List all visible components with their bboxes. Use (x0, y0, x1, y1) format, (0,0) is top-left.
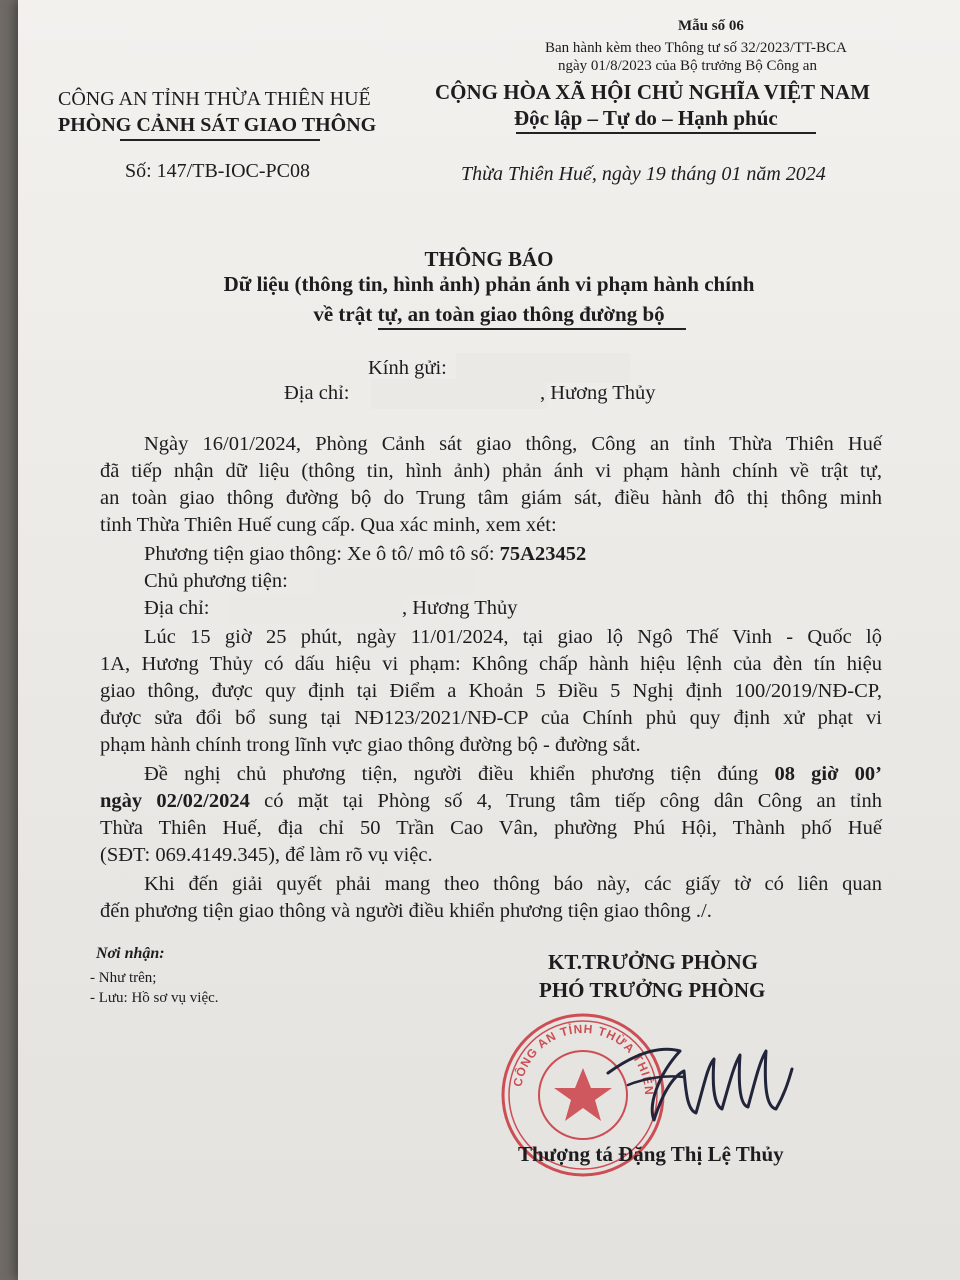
recipient-item: - Như trên; (90, 970, 157, 986)
body-line: Ngày 16/01/2024, Phòng Cảnh sát giao thông, Công an tỉnh Thừa Thiên Huế (144, 433, 882, 455)
owner-address-suffix: , Hương Thủy (402, 597, 518, 619)
vehicle-plate: 75A23452 (499, 543, 587, 565)
address-suffix: , Hương Thủy (540, 382, 656, 404)
form-note-line1: Ban hành kèm theo Thông tư số 32/2023/TT-BCA (545, 40, 847, 56)
body-line: an toàn giao thông đường bộ do Trung tâm giám sát, điều hành đô thị thông minh (100, 487, 882, 509)
country-name: CỘNG HÒA XÃ HỘI CHỦ NGHĨA VIỆT NAM (435, 80, 871, 104)
body-line: phạm hành chính trong lĩnh vực giao thông đường bộ - đường sắt. (100, 734, 641, 756)
redacted-address (371, 379, 547, 409)
signer-name: Thượng tá Đặng Thị Lệ Thủy (518, 1142, 784, 1166)
to-label: Kính gửi: (368, 357, 447, 379)
body-line: đã tiếp nhận dữ liệu (thông tin, hình ảnh) phản ánh vi phạm hành chính về trật tự, (100, 460, 882, 482)
body-line: 1A, Hương Thủy có dấu hiệu vi phạm: Không chấp hành hiệu lệnh của đèn tín hiệu (100, 653, 882, 675)
body-text: có mặt tại Phòng số 4, Trung tâm tiếp công dân Công an tỉnh (249, 790, 882, 812)
body-text: Đề nghị chủ phương tiện, người điều khiển phương tiện đúng (144, 763, 775, 785)
appointment-time: 08 giờ 00’ (774, 763, 882, 785)
vehicle-line (144, 543, 586, 566)
agency-underline (120, 139, 320, 141)
owner-label: Chủ phương tiện: (144, 570, 288, 592)
body-line: giao thông, được quy định tại Điểm a Khoản 5 Điều 5 Nghị định 100/2019/NĐ-CP, (100, 680, 882, 702)
stamp-text: CÔNG AN TỈNH THỪA THIÊN (510, 1021, 657, 1097)
document-subtitle-1: Dữ liệu (thông tin, hình ảnh) phản ánh vi phạm hành chính (223, 272, 755, 296)
signature-title-2: PHÓ TRƯỞNG PHÒNG (539, 978, 766, 1002)
body-line: Thừa Thiên Huế, địa chỉ 50 Trần Cao Vân, phường Phú Hội, Thành phố Huế (100, 817, 882, 839)
document-page (18, 0, 960, 1280)
form-note-line2: ngày 01/8/2023 của Bộ trưởng Bộ Công an (558, 58, 817, 74)
body-line: Lúc 15 giờ 25 phút, ngày 11/01/2024, tại giao lộ Ngô Thế Vinh - Quốc lộ (144, 626, 882, 648)
signature-title-1: KT.TRƯỞNG PHÒNG (548, 950, 758, 974)
address-label: Địa chỉ: (284, 382, 350, 404)
document-subtitle-2: về trật tự, an toàn giao thông đường bộ (313, 302, 665, 326)
form-number: Mẫu số 06 (678, 18, 744, 34)
appointment-date: ngày 02/02/2024 (100, 790, 250, 812)
body-line: tỉnh Thừa Thiên Huế cung cấp. Qua xác minh, xem xét: (100, 514, 557, 536)
redacted-owner-address (228, 594, 404, 624)
place-date: Thừa Thiên Huế, ngày 19 tháng 01 năm 2024 (461, 163, 826, 185)
motto-underline (516, 132, 816, 134)
vehicle-label: Phương tiện giao thông: Xe ô tô/ mô tô số: (144, 543, 500, 565)
body-line (100, 790, 882, 813)
handwritten-signature (588, 1025, 808, 1135)
body-line: (SĐT: 069.4149.345), để làm rõ vụ việc. (100, 844, 433, 866)
recipients-heading: Nơi nhận: (96, 945, 165, 962)
body-line: Khi đến giải quyết phải mang theo thông báo này, các giấy tờ có liên quan (144, 873, 882, 895)
owner-address-label: Địa chỉ: (144, 597, 210, 619)
motto: Độc lập – Tự do – Hạnh phúc (514, 106, 778, 130)
recipient-item: - Lưu: Hồ sơ vụ việc. (90, 990, 219, 1006)
agency-name: PHÒNG CẢNH SÁT GIAO THÔNG (58, 114, 377, 136)
body-line: đến phương tiện giao thông và người điều khiển phương tiện giao thông ./. (100, 900, 712, 922)
redacted-owner (314, 567, 474, 597)
agency-parent: CÔNG AN TỈNH THỪA THIÊN HUẾ (58, 88, 371, 110)
title-underline (378, 328, 686, 330)
document-number: Số: 147/TB-IOC-PC08 (125, 160, 311, 182)
body-line: được sửa đổi bổ sung tại NĐ123/2021/NĐ-CP của Chính phủ quy định xử phạt vi (100, 707, 882, 729)
body-line (144, 763, 882, 786)
document-title: THÔNG BÁO (424, 247, 554, 271)
